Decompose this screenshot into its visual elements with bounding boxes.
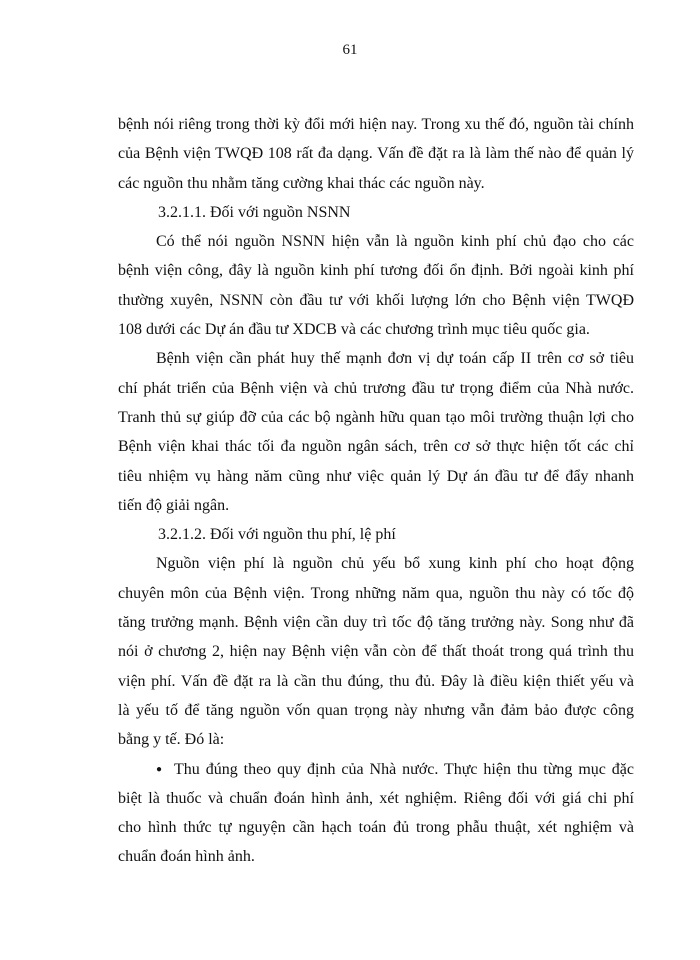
text-line: viện phí. Vấn đề đặt ra là cần thu đúng, thu đủ. Đây là điều kiện thiết yếu và bbox=[118, 672, 634, 690]
bullet-item bbox=[118, 755, 634, 872]
paragraph bbox=[118, 227, 634, 344]
text-line: thường xuyên, NSNN còn đầu tư với khối lượng lớn cho Bệnh viện TWQĐ bbox=[118, 291, 634, 309]
text-line: bằng y tế. Đó là: bbox=[118, 731, 225, 749]
text-line: cho hình thức tự nguyện cần hạch toán đủ trong phẫu thuật, xét nghiệm và bbox=[118, 819, 634, 837]
text-line: 108 dưới các Dự án đầu tư XDCB và các chương trình mục tiêu quốc gia. bbox=[118, 321, 590, 339]
text-line: là yếu tố để tăng nguồn vốn quan trọng này nhưng vẫn đảm bảo được công bbox=[118, 701, 634, 719]
text-line: tiến độ giải ngân. bbox=[118, 496, 230, 514]
text-line: bệnh nói riêng trong thời kỳ đổi mới hiện nay. Trong xu thế đó, nguồn tài chính bbox=[118, 116, 634, 133]
text-line: chuyên môn của Bệnh viện. Trong những năm qua, nguồn thu này có tốc độ bbox=[118, 584, 634, 602]
document-body bbox=[118, 110, 634, 872]
text-line: Bệnh viện cần phát huy thế mạnh đơn vị dự toán cấp II trên cơ sở tiêu bbox=[156, 350, 634, 368]
text-line: Bệnh viện khai thác tối đa nguồn ngân sách, trên cơ sở thực hiện tốt các chỉ bbox=[118, 438, 634, 456]
text-line: các nguồn thu nhằm tăng cường khai thác các nguồn này. bbox=[118, 174, 485, 192]
bullet-icon: ● bbox=[156, 763, 163, 775]
page-number: 61 bbox=[342, 42, 358, 58]
text-line: tiêu nhiệm vụ hàng năm cũng như việc quản lý Dự án đầu tư để đẩy nhanh bbox=[118, 467, 634, 485]
section-heading: 3.2.1.1. Đối với nguồn NSNN bbox=[158, 203, 351, 221]
paragraph bbox=[118, 110, 634, 198]
paragraph bbox=[118, 344, 634, 520]
text-line bbox=[118, 755, 634, 784]
text-line: biệt là thuốc và chuẩn đoán hình ảnh, xét nghiệm. Riêng đối với giá chi phí bbox=[118, 789, 634, 807]
text-line: tăng trưởng mạnh. Bệnh viện cần duy trì tốc độ tăng trưởng này. Song như đã bbox=[118, 614, 634, 632]
text-line: chí phát triển của Bệnh viện và chủ trương đầu tư trọng điểm của Nhà nước. bbox=[118, 379, 634, 397]
text-line: bệnh viện công, đây là nguồn kinh phí tương đối ổn định. Bởi ngoài kinh phí bbox=[118, 262, 634, 280]
section-heading: 3.2.1.2. Đối với nguồn thu phí, lệ phí bbox=[158, 526, 396, 544]
text-line: Có thể nói nguồn NSNN hiện vẫn là nguồn kinh phí chủ đạo cho các bbox=[156, 233, 634, 251]
text-line: nói ở chương 2, hiện nay Bệnh viện vẫn còn để thất thoát trong quá trình thu bbox=[118, 643, 634, 661]
paragraph bbox=[118, 549, 634, 754]
text-line: chuẩn đoán hình ảnh. bbox=[118, 848, 255, 866]
bullet-text: Thu đúng theo quy định của Nhà nước. Thực hiện thu từng mục đặc bbox=[174, 760, 634, 778]
text-line: của Bệnh viện TWQĐ 108 rất đa dạng. Vấn đề đặt ra là làm thế nào để quản lý bbox=[118, 145, 634, 163]
text-line: Tranh thủ sự giúp đỡ của các bộ ngành hữu quan tạo môi trường thuận lợi cho bbox=[118, 408, 634, 426]
text-line: Nguồn viện phí là nguồn chủ yếu bổ xung kinh phí cho hoạt động bbox=[156, 555, 634, 573]
